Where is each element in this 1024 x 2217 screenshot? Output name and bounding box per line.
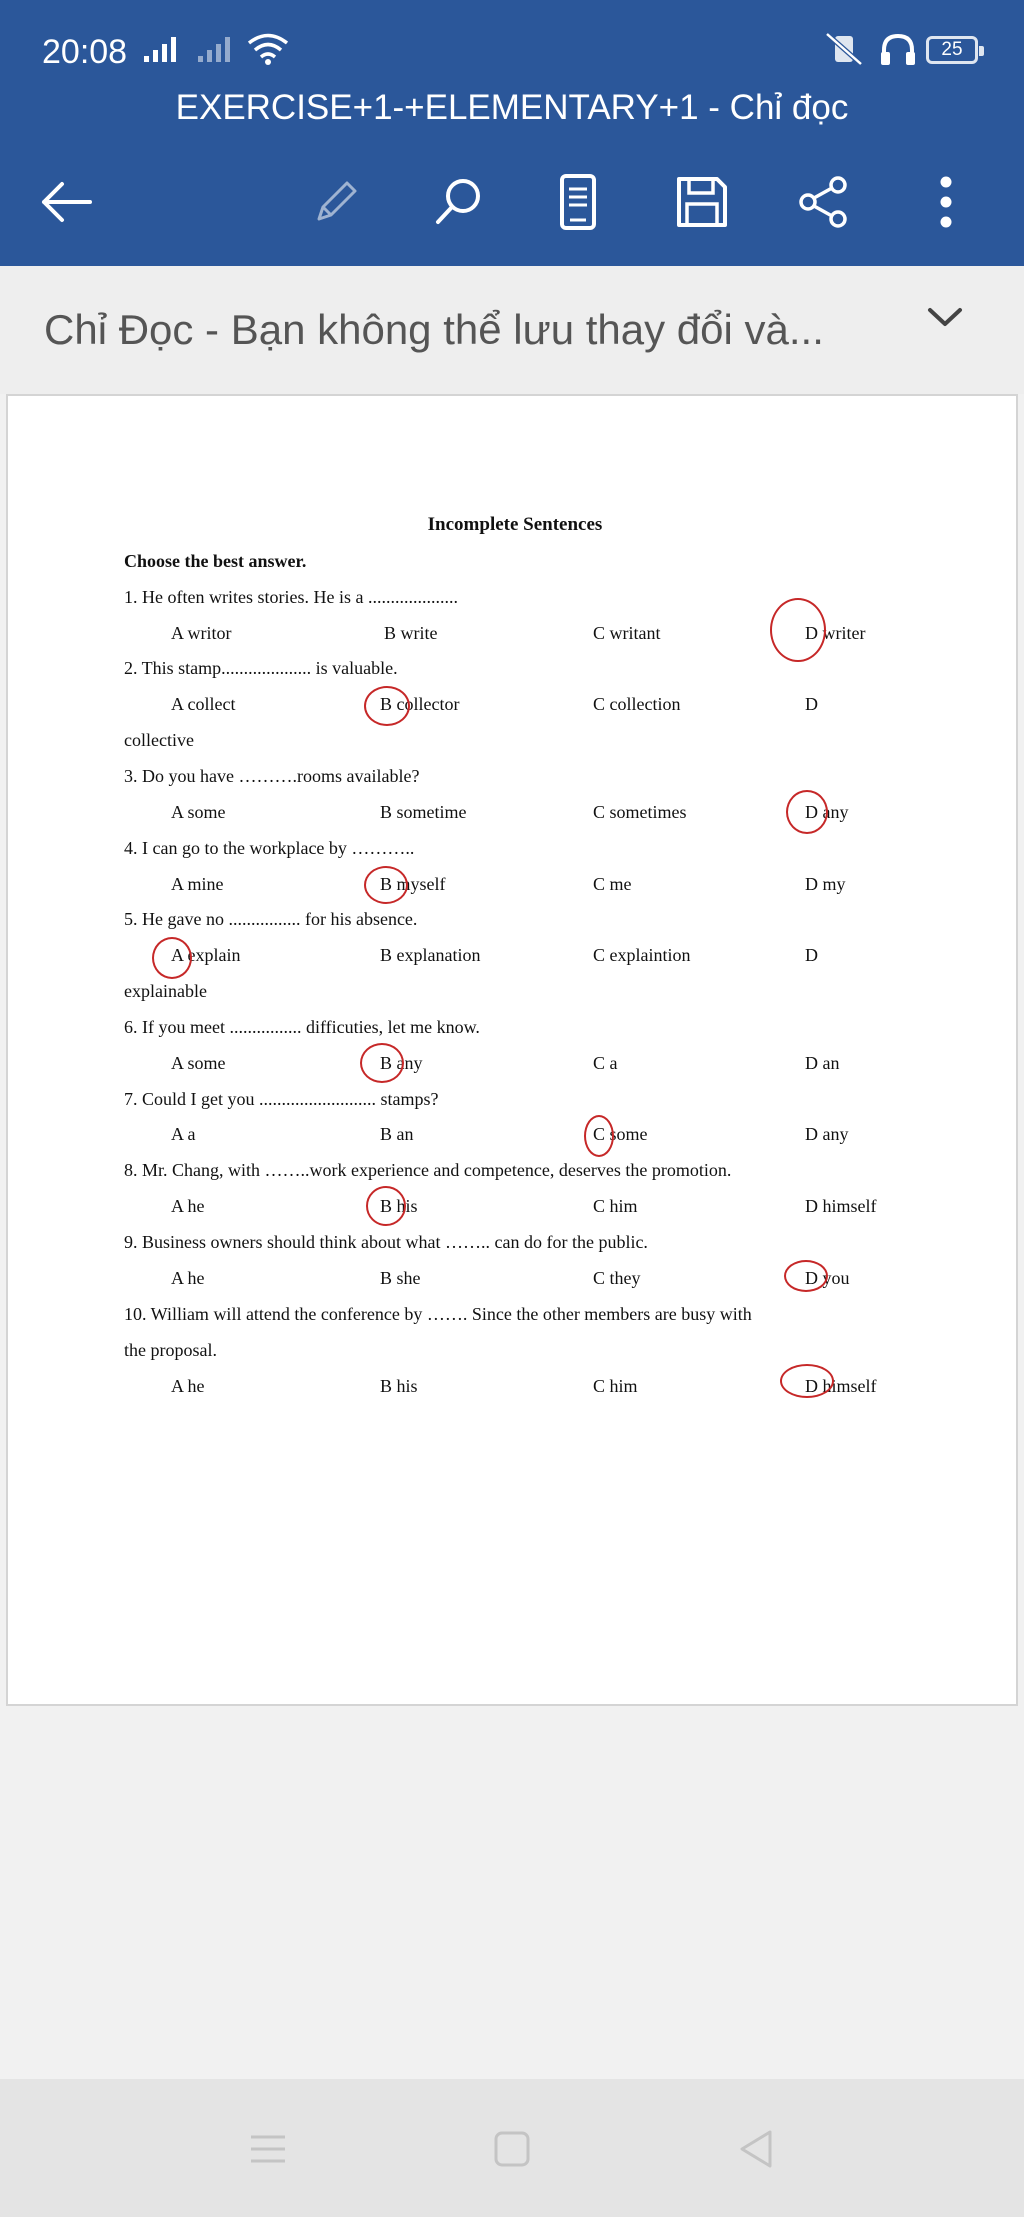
q1-option-b: B write (384, 623, 438, 643)
answer-circle-q2 (364, 686, 410, 726)
nav-back-button[interactable] (726, 2124, 786, 2174)
question-6: 6. If you meet ................ difficuties, let me know. (124, 1017, 480, 1037)
q6-option-d: D an (805, 1053, 840, 1073)
home-icon (492, 2129, 532, 2169)
answer-circle-q7 (584, 1115, 614, 1157)
q5-option-b: B explanation (380, 945, 481, 965)
nav-back-icon (736, 2128, 776, 2170)
q5-option-c: C explaintion (593, 945, 691, 965)
q9-option-c: C they (593, 1268, 641, 1288)
question-2: 2. This stamp.................... is valuable. (124, 658, 398, 678)
read-only-message: Chỉ Đọc - Bạn không thể lưu thay đổi và... (44, 306, 824, 353)
q2-option-a: A collect (171, 694, 236, 714)
question-4: 4. I can go to the workplace by ……….. (124, 838, 415, 858)
status-time: 20:08 (42, 33, 128, 71)
q1-option-a: A writor (171, 623, 232, 643)
battery-indicator: 25 (926, 36, 978, 64)
q4-option-d: D my (805, 874, 846, 894)
q6-option-b: B any (380, 1053, 423, 1073)
q4-option-c: C me (593, 874, 632, 894)
q3-option-c: C sometimes (593, 802, 687, 822)
q10-option-d: D himself (805, 1376, 877, 1396)
question-1: 1. He often writes stories. He is a .................... (124, 587, 458, 607)
q4-option-a: A mine (171, 874, 224, 894)
q2-option-b: B collector (380, 694, 460, 714)
q3-option-d: D any (805, 802, 849, 822)
q2-option-c: C collection (593, 694, 681, 714)
q2-option-d: D (805, 694, 818, 714)
worksheet-instruction: Choose the best answer. (124, 551, 307, 571)
q5-option-d-continued: explainable (124, 981, 207, 1001)
q6-option-c: C a (593, 1053, 618, 1073)
recent-apps-button[interactable] (238, 2124, 298, 2174)
q9-option-a: A he (171, 1268, 205, 1288)
q10-option-c: C him (593, 1376, 638, 1396)
q3-option-b: B sometime (380, 802, 467, 822)
q5-option-d: D (805, 945, 818, 965)
q8-option-a: A he (171, 1196, 205, 1216)
q1-option-c: C writant (593, 623, 661, 643)
question-3: 3. Do you have ……….rooms available? (124, 766, 420, 786)
question-7: 7. Could I get you .......................... stamps? (124, 1089, 439, 1109)
question-10: 10. William will attend the conference by ……. Since the other members are busy with (124, 1304, 752, 1324)
q10-option-b: B his (380, 1376, 418, 1396)
q8-option-c: C him (593, 1196, 638, 1216)
question-8: 8. Mr. Chang, with ……..work experience and competence, deserves the promotion. (124, 1160, 732, 1180)
q4-option-b: B myself (380, 874, 446, 894)
q10-option-a: A he (171, 1376, 205, 1396)
home-button[interactable] (482, 2124, 542, 2174)
answer-circle-q9 (784, 1260, 828, 1292)
q8-option-b: B his (380, 1196, 418, 1216)
answer-circle-q6 (360, 1043, 404, 1083)
question-10-continued: the proposal. (124, 1340, 217, 1360)
answer-circle-q5 (152, 937, 192, 979)
question-5: 5. He gave no ................ for his absence. (124, 909, 418, 929)
q7-option-c: C some (593, 1124, 648, 1144)
answer-circle-q4 (364, 866, 408, 904)
q1-option-d: D writer (805, 623, 866, 643)
q3-option-a: A some (171, 802, 226, 822)
q7-option-d: D any (805, 1124, 849, 1144)
question-9: 9. Business owners should think about what …….. can do for the public. (124, 1232, 648, 1252)
answer-circle-q1 (770, 598, 826, 662)
q9-option-d: D you (805, 1268, 850, 1288)
q7-option-b: B an (380, 1124, 414, 1144)
q8-option-d: D himself (805, 1196, 877, 1216)
answer-circle-q10 (780, 1364, 834, 1398)
answer-circle-q3 (786, 790, 828, 834)
q2-option-d-continued: collective (124, 730, 194, 750)
q9-option-b: B she (380, 1268, 421, 1288)
q7-option-a: A a (171, 1124, 196, 1144)
document-title: EXERCISE+1-+ELEMENTARY+1 - Chỉ đọc (175, 88, 849, 127)
recent-apps-icon (248, 2131, 288, 2167)
q5-option-a: A explain (171, 945, 241, 965)
q6-option-a: A some (171, 1053, 226, 1073)
answer-circle-q8 (366, 1186, 406, 1226)
worksheet-heading: Incomplete Sentences (427, 514, 603, 535)
